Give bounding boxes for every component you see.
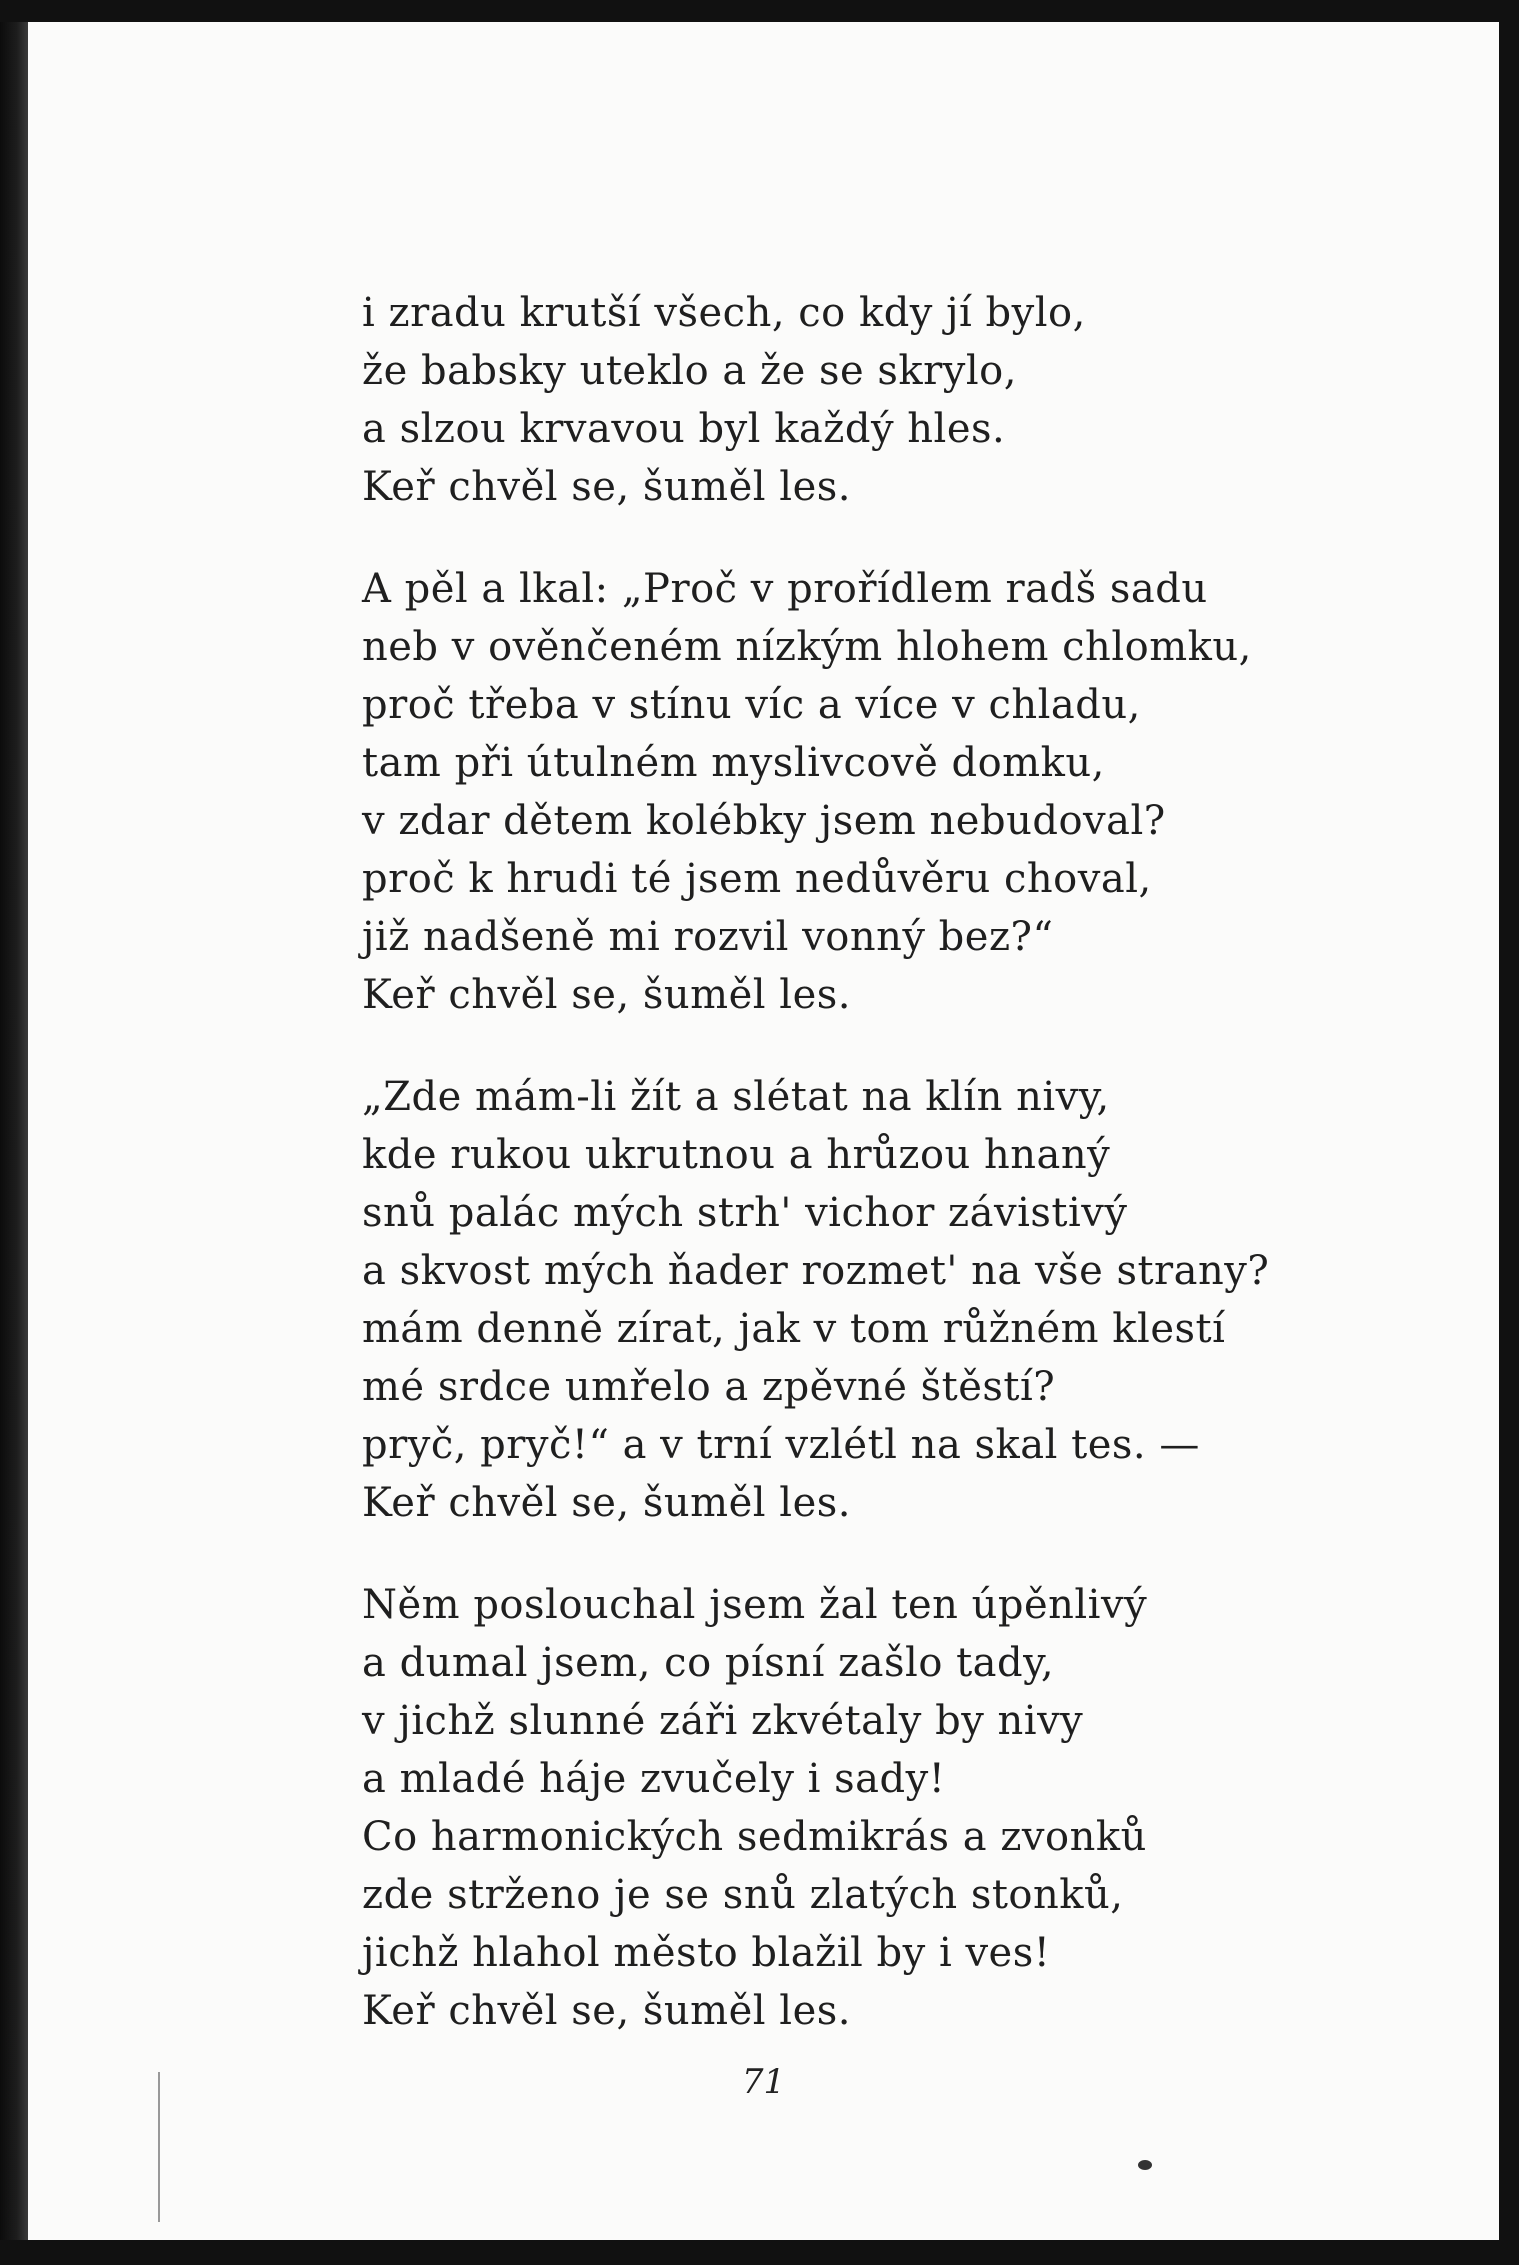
stanza-2 — [362, 560, 1462, 1024]
poem-line: v jichž slunné záři zkvétaly by nivy — [362, 1698, 1084, 1744]
refrain-line: Keř chvěl se, šuměl les. — [362, 464, 851, 510]
poem-line: v zdar dětem kolébky jsem nebudoval? — [362, 798, 1166, 844]
poem-line: neb v ověnčeném nízkým hlohem chlomku, — [362, 624, 1252, 670]
book-binding-edge — [0, 22, 28, 2240]
refrain-line: Keř chvěl se, šuměl les. — [362, 1480, 851, 1526]
poem-line: Co harmonických sedmikrás a zvonků — [362, 1814, 1147, 1860]
poem-line: a mladé háje zvučely i sady! — [362, 1756, 946, 1802]
page-number: 71 — [741, 2062, 786, 2102]
poem-line: a skvost mých ňader rozmet' na vše strany? — [362, 1248, 1270, 1294]
book-page — [28, 22, 1499, 2240]
poem-line: snů palác mých strh' vichor závistivý — [362, 1190, 1128, 1236]
poem-line: A pěl a lkal: „Proč v prořídlem radš sadu — [362, 566, 1208, 612]
poem-line: „Zde mám-li žít a slétat na klín nivy, — [362, 1074, 1110, 1120]
poem-line: mé srdce umřelo a zpěvné štěstí? — [362, 1364, 1056, 1410]
refrain-line: Keř chvěl se, šuměl les. — [362, 972, 851, 1018]
poem-line: že babsky uteklo a že se skrylo, — [362, 348, 1017, 394]
poem-line: zde strženo je se snů zlatých stonků, — [362, 1872, 1124, 1918]
poem-line: a slzou krvavou byl každý hles. — [362, 406, 1006, 452]
stanza-1 — [362, 284, 1462, 516]
poem-line: kde rukou ukrutnou a hrůzou hnaný — [362, 1132, 1111, 1178]
ink-speck — [1138, 2160, 1152, 2170]
poem-line: proč třeba v stínu víc a více v chladu, — [362, 682, 1141, 728]
poem-line: mám denně zírat, jak v tom růžném klestí — [362, 1306, 1226, 1352]
poem-line: Něm poslouchal jsem žal ten úpěnlivý — [362, 1582, 1148, 1628]
poem-line: proč k hrudi té jsem nedůvěru choval, — [362, 856, 1152, 902]
poem-line: pryč, pryč!“ a v trní vzlétl na skal tes. — — [362, 1422, 1200, 1468]
refrain-line: Keř chvěl se, šuměl les. — [362, 1988, 851, 2034]
poem-line: i zradu krutší všech, co kdy jí bylo, — [362, 290, 1086, 336]
scan-artifact — [158, 2072, 160, 2222]
stanza-3 — [362, 1068, 1462, 1532]
poem-line: již nadšeně mi rozvil vonný bez?“ — [362, 914, 1054, 960]
poem-line: a dumal jsem, co písní zašlo tady, — [362, 1640, 1055, 1686]
stanza-4 — [362, 1576, 1462, 2040]
poem-line: jichž hlahol město blažil by i ves! — [362, 1930, 1051, 1976]
poem-line: tam při útulném myslivcově domku, — [362, 740, 1105, 786]
poem-text — [362, 284, 1462, 2040]
